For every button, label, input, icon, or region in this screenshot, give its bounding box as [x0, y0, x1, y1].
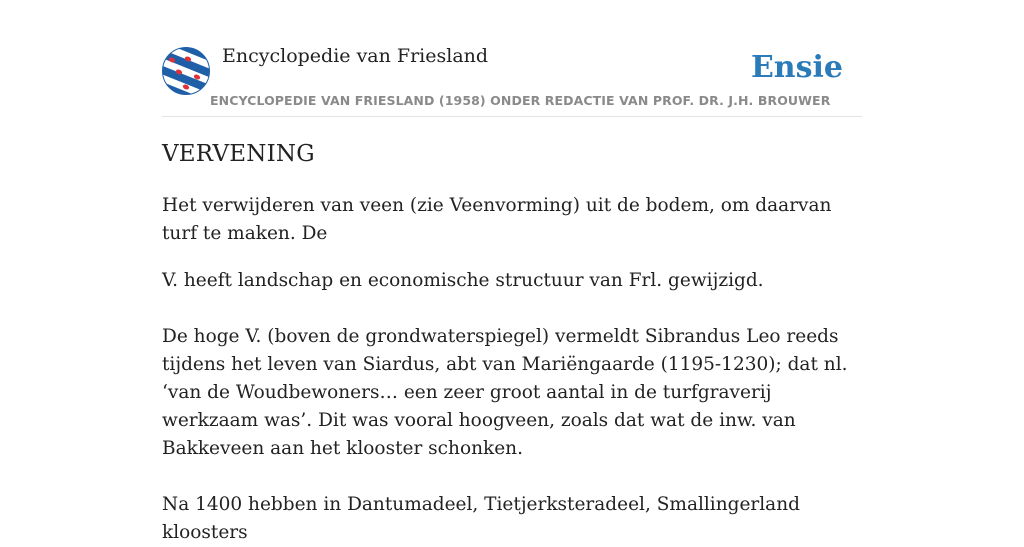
- article-content: [162, 138, 862, 547]
- source-title[interactable]: Encyclopedie van Friesland: [222, 45, 489, 67]
- article-paragraph: Het verwijderen van veen (zie Veenvorming) uit de bodem, om daarvan turf te maken. De: [162, 195, 832, 244]
- article-title: VERVENING: [162, 141, 315, 167]
- article-paragraph: V. heeft landschap en economische structuur van Frl. gewijzigd.: [162, 270, 764, 291]
- source-subtitle: ENCYCLOPEDIE VAN FRIESLAND (1958) ONDER REDACTIE VAN PROF. DR. J.H. BROUWER: [210, 93, 831, 108]
- article-paragraph: De hoge V. (boven de grondwaterspiegel) vermeldt Sibrandus Leo reeds tijdens het leven van Siardus, abt van Mariëngaarde (1195-1230); dat nl. ‘van de Woudbewoners… een zeer groot aantal in de turfgraverij werkzaam was’. Dit was vooral hoogveen, zoals dat wat de inw. van Bakkeveen aan het klooster schonken.: [162, 326, 848, 459]
- brand-logo-link[interactable]: Ensie: [750, 50, 843, 85]
- page-header: [162, 0, 862, 117]
- article-paragraph: Na 1400 hebben in Dantumadeel, Tietjerksteradeel, Smallingerland kloosters: [162, 494, 800, 543]
- friesland-flag-icon[interactable]: [162, 47, 210, 95]
